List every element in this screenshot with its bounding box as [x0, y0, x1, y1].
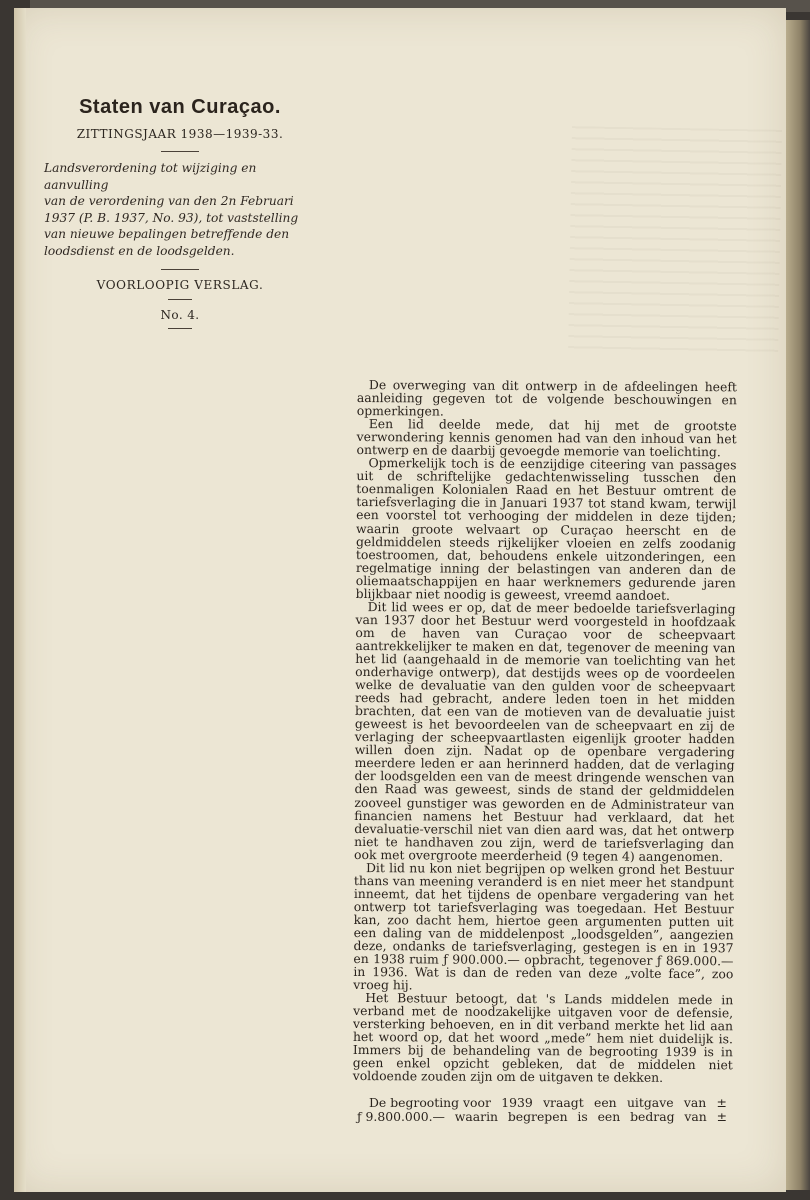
divider [168, 299, 192, 300]
closing-word: ƒ 9.800.000.— [357, 1109, 445, 1124]
closing-word: uitgave [626, 1095, 674, 1110]
closing-word: vraagt [543, 1095, 584, 1110]
closing-word: ± [716, 1109, 727, 1124]
page-title: Staten van Curaçao. [79, 96, 281, 118]
closing-word: van [684, 1109, 707, 1124]
subject-line: van nieuwe bepalingen betreffende den [44, 227, 290, 241]
document-header [40, 96, 320, 329]
report-type: VOORLOOPIG VERSLAG. [96, 278, 264, 292]
closing-word: bedrag [630, 1109, 675, 1124]
paragraph: Het Bestuur betoogt, dat 's Lands middelen mede in verband met de noodzakelijke uitgaven voor de defensie, versterking behoeven, en in dit verband merkte het lid aan het woord op, dat het woord „mede” hem niet duidelijk is. Immers bij de behandeling van de begrooting 1939 is in geen enkel opzicht gebleken, dat de middelen niet voldoende zouden zijn om de uitgaven te dekken. [352, 990, 734, 1086]
closing-word: is [577, 1109, 588, 1124]
closing-line-2 [357, 1110, 727, 1123]
closing-word: begrepen [507, 1109, 568, 1124]
report-body [353, 378, 737, 1085]
paragraph: Opmerkelijk toch is de eenzijdige citeering van passages uit de schriftelijke gedachtenwisseling tusschen den toenmaligen Kolonialen Raad en het Bestuur omtrent de tariefsverlaging die in Januari 1937 tot stand kwam, terwijl een voorstel tot verhooging der middelen in deze tijden; waarin groote welvaart op Curaçao heerscht en de geldmiddelen steeds rijkelijker vloeien en zelfs zoodanig toestroomen, dat, behoudens enkele uitzonderingen, een regelmatige inning der belastingen van anderen dan de oliemaatschappijen en haar werknemers gedurende jaren blijkbaar niet noodig is geweest, vreemd aandoet. [355, 455, 737, 603]
subject-line: 1937 (P. B. 1937, No. 93), tot vaststelling [44, 210, 299, 225]
closing-word: De begrooting voor [369, 1095, 491, 1110]
paragraph: Dit lid wees er op, dat de meer bedoelde tariefsverlaging van 1937 door het Bestuur werd voorgesteld in hoofdzaak om de haven van Curaçao voor de scheepvaart aantrekkelijker te maken en dat, tegenover de meening van het lid (aangehaald in de memorie van toelichting van het onderhavige ontwerp), dat destijds wees op de voordeelen welke de devaluatie van den gulden voor de scheepvaart reeds had gebracht, andere leden toen in het midden brachten, dat een van de motieven van de devaluatie juist geweest is het bevoordeelen van de scheepvaart en zij de verlaging der scheepvaartlasten eigenlijk grooter hadden willen doen zijn. Nadat op de openbare vergadering meerdere leden er aan herinnerd hadden, dat de verlaging der loodsgelden een van de meest dringende wenschen van den Raad was geweest, sinds de stand der geldmiddelen zooveel gunstiger was geworden en de Administrateur van financien namens het Bestuur had verklaard, dat het devaluatie-verschil niet van dien aard was, dat het ontwerp niet te handhaven zou zijn, werd de tariefsverlaging dan ook met overgroote meerderheid (9 tegen 4) aangenomen. [354, 598, 736, 864]
page-stack-edge [786, 20, 810, 1190]
closing-word: 1939 [501, 1095, 533, 1110]
closing-word: waarin [454, 1109, 499, 1124]
subject-line: van de verordening van den 2n Februari [44, 194, 294, 208]
divider [168, 328, 192, 329]
divider [161, 269, 199, 270]
closing-word: ± [716, 1095, 727, 1110]
session-year: ZITTINGSJAAR 1938—1939-33. [76, 127, 284, 141]
report-number: No. 4. [160, 308, 200, 322]
subject-line: loodsdienst en de loodsgelden. [44, 243, 235, 258]
subject-description [44, 160, 320, 259]
paragraph: Een lid deelde mede, dat hij met de grootste verwondering kennis genomen had van den inhoud van het ontwerp en de daarbij gevoegde memorie van toelichting. [356, 416, 737, 460]
closing-word: een [597, 1109, 621, 1124]
divider [161, 151, 199, 152]
closing-word: een [593, 1095, 617, 1110]
paragraph: De overweging van dit ontwerp in de afdeelingen heeft aanleiding gegeven tot de volgende beschouwingen en opmerkingen. [356, 377, 737, 419]
bleed-through-text [568, 126, 782, 360]
closing-word: van [683, 1095, 707, 1110]
paragraph: Dit lid nu kon niet begrijpen op welken grond het Bestuur thans van meening veranderd is en niet meer het standpunt inneemt, dat het tijdens de openbare vergadering van het ontwerp tot tariefsverlaging was toegedaan. Het Bestuur kan, zoo dacht hem, hiertoe geen argumenten putten uit een daling van de middelenpost „loodsgelden”, aangezien deze, ondanks de tariefsverlaging, gestegen is en in 1937 en 1938 ruim ƒ 900.000.— opbracht, tegenover ƒ 869.000.— in 1936. Wat is dan de reden van deze „volte face”, zoo vroeg hij. [353, 859, 735, 993]
subject-line: Landsverordening tot wijziging en aanvulling [44, 161, 257, 192]
closing-line-1 [357, 1096, 727, 1109]
